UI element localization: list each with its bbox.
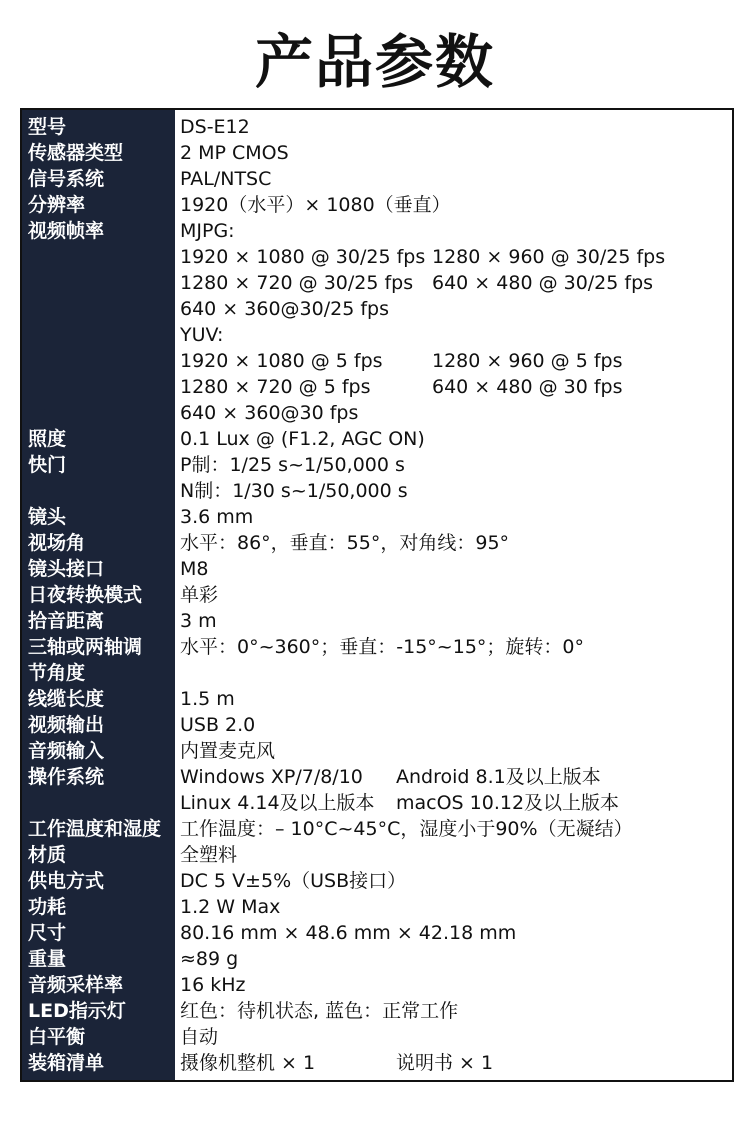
spec-label-line: 线缆长度 <box>28 688 105 710</box>
spec-label-line: 视频帧率 <box>28 220 105 242</box>
spec-label-line: 分辨率 <box>28 194 86 216</box>
spec-label <box>28 608 174 634</box>
spec-value-line <box>180 322 665 348</box>
spec-value-line <box>180 270 665 296</box>
spec-value-text: 红色：待机状态, 蓝色：正常工作 <box>180 1000 459 1022</box>
spec-label-line: 装箱清单 <box>28 1052 105 1074</box>
spec-value-line <box>180 218 665 244</box>
spec-label <box>28 816 174 842</box>
spec-label-line: 拾音距离 <box>28 610 105 632</box>
spec-table <box>20 108 734 1082</box>
spec-value-text: 16 kHz <box>180 974 246 996</box>
spec-label <box>28 504 174 530</box>
spec-label-line: 白平衡 <box>28 1026 86 1048</box>
spec-row <box>22 140 732 166</box>
spec-value-text: 说明书 × 1 <box>396 1052 494 1074</box>
spec-value-text: PAL/NTSC <box>180 168 272 190</box>
spec-value-line <box>180 348 665 374</box>
spec-value-line <box>180 296 665 322</box>
spec-value <box>180 920 516 946</box>
spec-row <box>22 868 732 894</box>
spec-value-text: 内置麦克风 <box>180 740 276 762</box>
spec-label-line: 供电方式 <box>28 870 105 892</box>
spec-label-line: 操作系统 <box>28 766 105 788</box>
spec-row <box>22 192 732 218</box>
spec-value <box>180 1024 218 1050</box>
spec-value-line <box>180 946 238 972</box>
spec-value-line <box>180 582 218 608</box>
spec-row <box>22 582 732 608</box>
spec-row <box>22 764 732 816</box>
spec-value-line <box>180 556 208 582</box>
spec-value-line <box>180 140 289 166</box>
spec-value <box>180 764 619 816</box>
spec-row <box>22 920 732 946</box>
spec-value-line <box>180 816 633 842</box>
spec-value-text: 1920 × 1080 @ 30/25 fps <box>180 246 426 268</box>
spec-value <box>180 140 289 166</box>
spec-label <box>28 634 174 686</box>
spec-value-text: DC 5 V±5%（USB接口） <box>180 870 407 892</box>
spec-label-line: 尺寸 <box>28 922 67 944</box>
spec-row <box>22 114 732 140</box>
spec-row <box>22 816 732 842</box>
spec-label-line: 日夜转换模式 <box>28 584 143 606</box>
spec-label-line: 节角度 <box>28 662 86 684</box>
spec-value <box>180 426 425 452</box>
spec-value <box>180 582 218 608</box>
spec-label-line: 快门 <box>28 454 67 476</box>
spec-label <box>28 114 174 140</box>
spec-label <box>28 998 174 1024</box>
spec-row <box>22 1050 732 1076</box>
spec-label <box>28 842 174 868</box>
spec-value-text: YUV: <box>180 324 224 346</box>
spec-value-line <box>180 166 271 192</box>
spec-label-line: 信号系统 <box>28 168 105 190</box>
spec-label-line: 传感器类型 <box>28 142 124 164</box>
spec-label <box>28 712 174 738</box>
spec-value-text: 3.6 mm <box>180 506 254 528</box>
spec-row <box>22 842 732 868</box>
spec-value-line <box>180 686 235 712</box>
spec-label <box>28 764 174 790</box>
spec-label-line: 三轴或两轴调 <box>28 636 143 658</box>
spec-label <box>28 556 174 582</box>
spec-value-text: 3 m <box>180 610 217 632</box>
spec-value-line <box>180 530 509 556</box>
spec-label <box>28 972 174 998</box>
spec-value-text: Windows XP/7/8/10 <box>180 766 363 788</box>
spec-label-line: 镜头接口 <box>28 558 105 580</box>
spec-row <box>22 634 732 686</box>
spec-value-text: 80.16 mm × 48.6 mm × 42.18 mm <box>180 922 517 944</box>
spec-value-text: 2 MP CMOS <box>180 142 289 164</box>
spec-value-line <box>180 426 425 452</box>
spec-value-line <box>180 504 253 530</box>
spec-value-line <box>180 478 408 504</box>
spec-label <box>28 218 174 244</box>
spec-value-text: 自动 <box>180 1026 219 1048</box>
spec-row <box>22 972 732 998</box>
spec-row <box>22 608 732 634</box>
spec-value <box>180 686 235 712</box>
spec-value <box>180 452 408 504</box>
spec-value-text: MJPG: <box>180 220 235 242</box>
spec-value <box>180 634 584 660</box>
spec-row <box>22 998 732 1024</box>
spec-value-text: 1280 × 720 @ 30/25 fps <box>180 272 414 294</box>
spec-row <box>22 894 732 920</box>
spec-value <box>180 868 406 894</box>
spec-label <box>28 426 174 452</box>
spec-label <box>28 192 174 218</box>
spec-value-text: 640 × 360@30 fps <box>180 402 359 424</box>
spec-row <box>22 218 732 426</box>
spec-label-line: 功耗 <box>28 896 67 918</box>
spec-label <box>28 1050 174 1076</box>
spec-value-text: N制：1/30 s~1/50,000 s <box>180 480 408 502</box>
spec-label <box>28 894 174 920</box>
spec-value-line <box>180 972 245 998</box>
spec-row <box>22 504 732 530</box>
spec-label <box>28 868 174 894</box>
spec-value-line <box>180 452 408 478</box>
spec-value-text: 0.1 Lux @ (F1.2, AGC ON) <box>180 428 425 450</box>
spec-value <box>180 946 238 972</box>
spec-value-line <box>180 712 255 738</box>
spec-value-line <box>180 400 665 426</box>
spec-value-text: USB 2.0 <box>180 714 256 736</box>
spec-value-line <box>180 608 217 634</box>
spec-value <box>180 504 253 530</box>
spec-value-text: 640 × 480 @ 30/25 fps <box>432 272 654 294</box>
spec-value-text: 1280 × 960 @ 5 fps <box>432 350 623 372</box>
spec-value <box>180 556 208 582</box>
spec-label-line: LED指示灯 <box>28 1000 126 1022</box>
spec-label <box>28 686 174 712</box>
spec-label-line: 视场角 <box>28 532 86 554</box>
spec-label-line: 重量 <box>28 948 67 970</box>
spec-value-text: 640 × 360@30/25 fps <box>180 298 389 320</box>
spec-row <box>22 712 732 738</box>
spec-row <box>22 166 732 192</box>
spec-label <box>28 920 174 946</box>
spec-value-text: ≈89 g <box>180 948 239 970</box>
spec-value-text: Android 8.1及以上版本 <box>396 766 601 788</box>
spec-row <box>22 946 732 972</box>
spec-label <box>28 1024 174 1050</box>
spec-row <box>22 556 732 582</box>
spec-value-line <box>180 790 619 816</box>
spec-value-line <box>180 192 451 218</box>
spec-value-text: 单彩 <box>180 584 219 606</box>
page-title: 产品参数 <box>254 28 495 96</box>
spec-value-line <box>180 1024 218 1050</box>
spec-value-text: Linux 4.14及以上版本 <box>180 792 375 814</box>
spec-value-line <box>180 634 584 660</box>
spec-value <box>180 114 250 140</box>
spec-value-text: macOS 10.12及以上版本 <box>396 792 620 814</box>
spec-value-text: 全塑料 <box>180 844 238 866</box>
spec-value <box>180 998 458 1024</box>
spec-value <box>180 972 245 998</box>
spec-label <box>28 166 174 192</box>
spec-row <box>22 426 732 452</box>
spec-row <box>22 530 732 556</box>
spec-value-line <box>180 374 665 400</box>
spec-value-text: M8 <box>180 558 209 580</box>
spec-value <box>180 608 217 634</box>
spec-label-line: 工作温度和湿度 <box>28 818 162 840</box>
spec-row <box>22 738 732 764</box>
spec-label <box>28 452 174 478</box>
spec-value <box>180 192 451 218</box>
spec-value <box>180 816 633 842</box>
spec-value-text: 摄像机整机 × 1 <box>180 1052 316 1074</box>
spec-row <box>22 686 732 712</box>
spec-value-text: DS-E12 <box>180 116 250 138</box>
spec-value-line <box>180 842 237 868</box>
spec-value <box>180 842 237 868</box>
spec-value <box>180 218 665 426</box>
spec-value-text: 水平：0°~360°；垂直：-15°~15°；旋转：0° <box>180 636 584 658</box>
spec-value-line <box>180 738 275 764</box>
spec-value-line <box>180 868 406 894</box>
spec-value-text: 640 × 480 @ 30 fps <box>432 376 623 398</box>
spec-value <box>180 712 255 738</box>
spec-value-text: 工作温度：– 10°C~45°C，湿度小于90%（无凝结） <box>180 818 633 840</box>
spec-value <box>180 530 509 556</box>
spec-label <box>28 738 174 764</box>
spec-value-text: P制：1/25 s~1/50,000 s <box>180 454 405 476</box>
spec-value-text: 1920（水平）× 1080（垂直） <box>180 194 451 216</box>
spec-label-line: 材质 <box>28 844 67 866</box>
spec-row <box>22 1024 732 1050</box>
spec-value-line <box>180 1050 493 1076</box>
spec-row <box>22 452 732 504</box>
spec-value-line <box>180 894 280 920</box>
spec-value-text: 1920 × 1080 @ 5 fps <box>180 350 383 372</box>
spec-label-line: 音频采样率 <box>28 974 124 996</box>
spec-label <box>28 582 174 608</box>
spec-value-line <box>180 920 516 946</box>
spec-label <box>28 530 174 556</box>
spec-value-text: 1280 × 960 @ 30/25 fps <box>432 246 666 268</box>
spec-value-text: 1.2 W Max <box>180 896 281 918</box>
spec-value <box>180 1050 493 1076</box>
spec-value <box>180 166 271 192</box>
spec-label-line: 照度 <box>28 428 67 450</box>
spec-label <box>28 946 174 972</box>
spec-value-text: 1280 × 720 @ 5 fps <box>180 376 371 398</box>
spec-value-text: 1.5 m <box>180 688 235 710</box>
spec-value-line <box>180 764 619 790</box>
spec-label <box>28 140 174 166</box>
spec-value <box>180 894 280 920</box>
spec-label-line: 视频输出 <box>28 714 105 736</box>
spec-label-line: 镜头 <box>28 506 67 528</box>
spec-value-line <box>180 114 250 140</box>
spec-label-line: 型号 <box>28 116 67 138</box>
spec-label-line: 音频输入 <box>28 740 105 762</box>
spec-value-text: 水平：86°，垂直：55°，对角线：95° <box>180 532 510 554</box>
spec-value-line <box>180 998 458 1024</box>
spec-value <box>180 738 275 764</box>
spec-value-line <box>180 244 665 270</box>
